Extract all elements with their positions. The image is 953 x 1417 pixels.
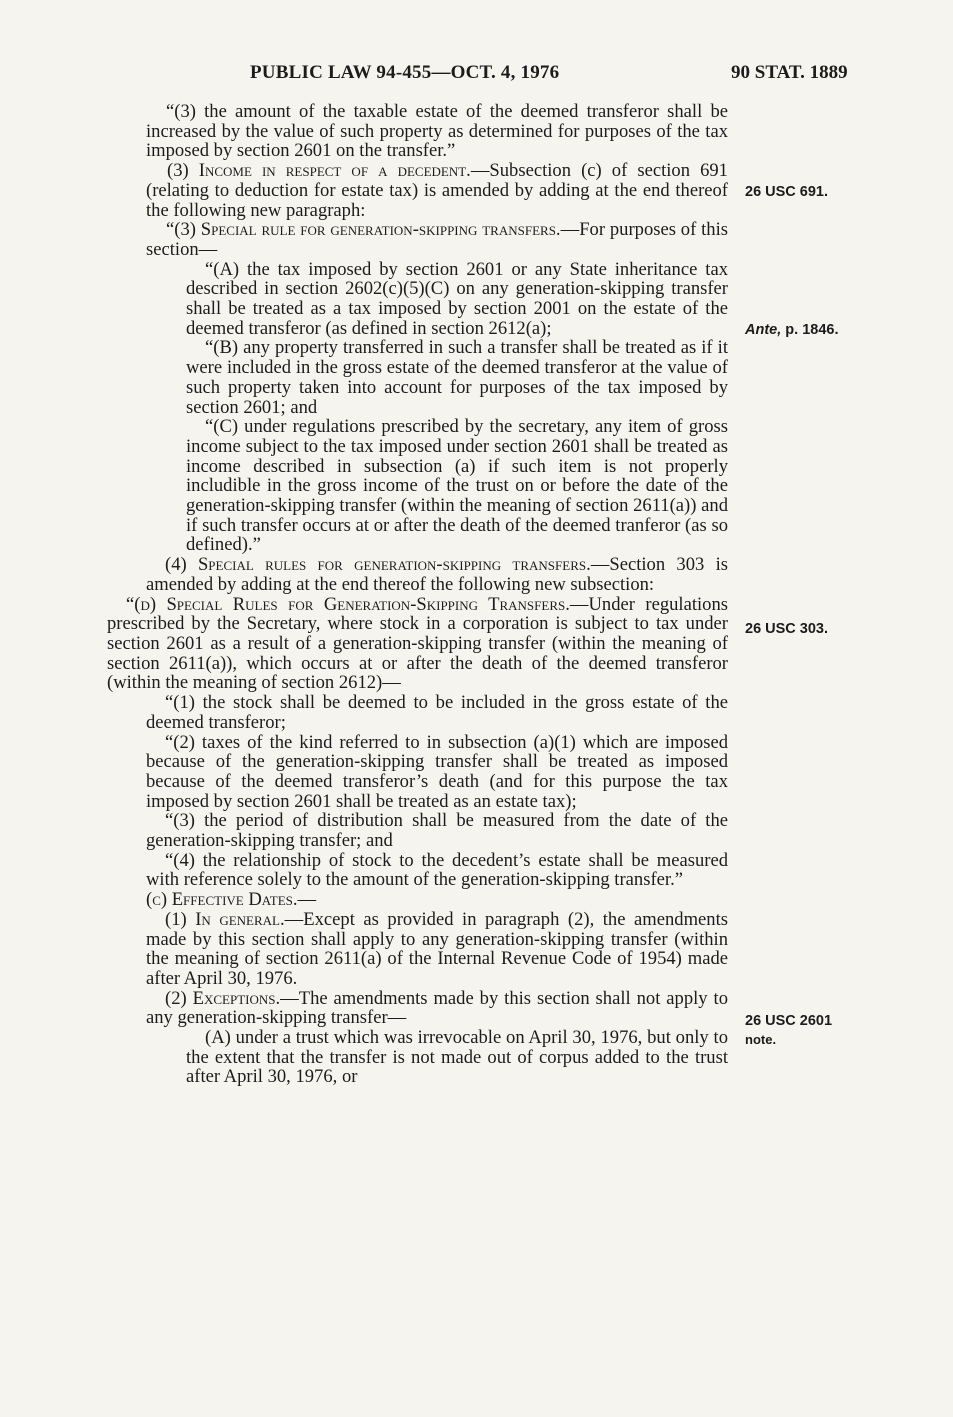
paragraph: “(3) the period of distribution shall be measured from the date of the generation-skipping transfer; and — [146, 810, 728, 852]
margin-note-26-usc-691: 26 USC 691. — [745, 184, 829, 200]
paragraph: “(A) the tax imposed by section 2601 or any State inheritance tax described in section 2602(c)(5)(C) on any generation-skipping transfer shall be treated as a tax imposed by section 2001 on the estate of the deemed transferor (as defined in section 2612(a); — [186, 258, 728, 339]
paragraph-heading: “(3) Special rule for generation-skipping transfers. — [166, 219, 561, 241]
paragraph-text: —Subsection (c) of section 691 (relating to deduction for estate tax) is amended by adding at the end thereof the following new paragraph: — [146, 160, 728, 221]
paragraph — [107, 161, 728, 220]
paragraph-text: —For purposes of this section— — [146, 219, 729, 260]
paragraph-text: —Section 303 is amended by adding at the end thereof the following new subsection: — [146, 554, 728, 595]
margin-note-italic: Ante, — [745, 322, 782, 338]
margin-note-text: p. 1846. — [781, 322, 839, 338]
margin-note-26-usc-2601: 26 USC 2601 — [745, 1013, 833, 1029]
paragraph: “(1) the stock shall be deemed to be included in the gross estate of the deemed transferor; — [146, 692, 728, 733]
paragraph: “(C) under regulations prescribed by the secretary, any item of gross income subject to the tax imposed under section 2601 shall be treated as income described in subsection (a) if such item is not properly includible in the gross income of the trust on or before the date of the generation-skipping transfer (within the meaning of section 2611(a)) and if such transfer occurs at or after the death of the deemed tranferor (as so defined).” — [186, 416, 728, 556]
paragraph: “(B) any property transferred in such a transfer shall be treated as if it were included in the gross estate of the deemed transferor at the value of such property taken into account for purposes of the tax imposed by section 2601; and — [186, 337, 728, 418]
paragraph-heading: (4) Special rules for generation-skipping transfers. — [165, 554, 591, 576]
paragraph: “(3) the amount of the taxable estate of the deemed transferor shall be increased by the value of such property as determined for purposes of the tax imposed by section 2601 on the transfer.” — [146, 101, 728, 162]
paragraph: “(4) the relationship of stock to the decedent’s estate shall be measured with reference solely to the amount of the generation-skipping transfer.” — [146, 849, 728, 891]
paragraph-heading: (3) Income in respect of a decedent. — [167, 160, 471, 182]
paragraph-text: — — [297, 889, 317, 911]
document-body — [107, 102, 728, 1087]
margin-note-ante — [745, 322, 838, 338]
paragraph-text: —The amendments made by this section shall not apply to any generation-skipping transfer— — [146, 987, 728, 1029]
paragraph-heading: “(d) Special Rules for Generation-Skipping Transfers. — [126, 593, 570, 615]
paragraph-heading: (c) Effective Dates. — [146, 889, 298, 911]
paragraph — [107, 555, 728, 594]
paragraph — [107, 220, 728, 259]
running-header-title: PUBLIC LAW 94-455—OCT. 4, 1976 — [250, 62, 560, 83]
paragraph: (A) under a trust which was irrevocable on April 30, 1976, but only to the extent that the transfer is not made out of corpus added to the trust after April 30, 1976, or — [186, 1027, 728, 1088]
margin-note-26-usc-303: 26 USC 303. — [745, 621, 829, 637]
paragraph-text: —Except as provided in paragraph (2), the amendments made by this section shall apply to any generation-skipping transfer (within the meaning of section 2611(a) of the Internal Revenue Code of 1954) made after April 30, 1976. — [146, 908, 728, 989]
paragraph-heading: (1) In general. — [165, 908, 285, 930]
margin-note-note: note. — [745, 1032, 777, 1047]
paragraph — [107, 989, 728, 1028]
paragraph: “(2) taxes of the kind referred to in subsection (a)(1) which are imposed because of the generation-skipping transfer shall be treated as imposed because of the deemed transferor’s death (and for this purpose the tax imposed by section 2601 shall be treated as an estate tax); — [146, 731, 728, 812]
paragraph — [107, 890, 728, 910]
paragraph — [107, 910, 728, 989]
paragraph — [107, 595, 728, 694]
statute-page-number: 90 STAT. 1889 — [731, 62, 848, 83]
paragraph-text: —Under regulations prescribed by the Secretary, where stock in a corporation is subject to tax under section 2601 as a result of a generation-skipping transfer (within the meaning of section 2611(a)), which occurs at or after the death of the deemed transferor (within the meaning of section 2612)— — [107, 593, 728, 694]
paragraph-heading: (2) Exceptions. — [165, 987, 281, 1009]
